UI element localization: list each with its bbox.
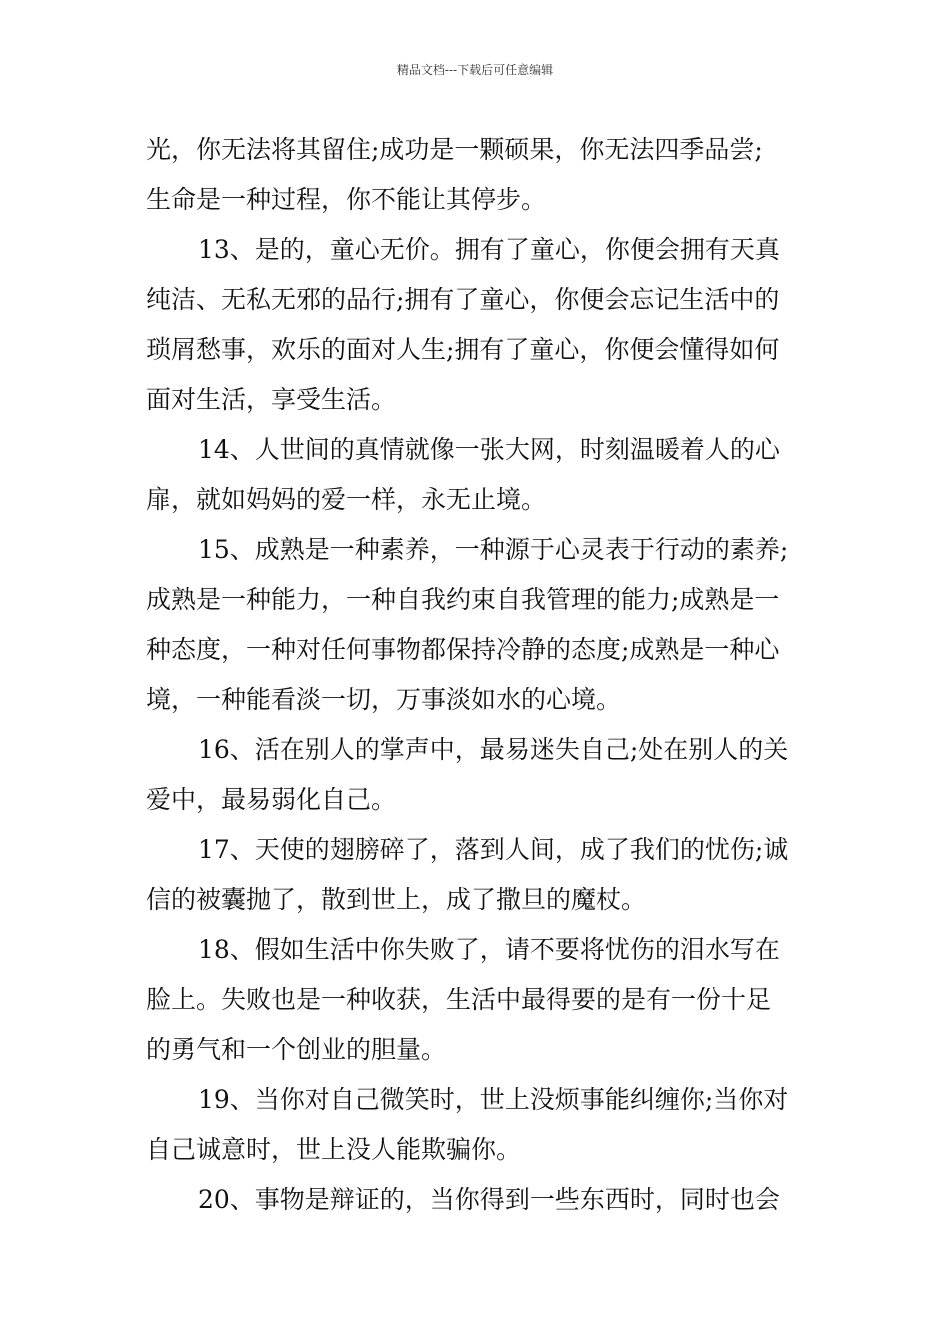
text-line: 13、是的，童心无价。拥有了童心，你便会拥有天真 — [198, 235, 780, 264]
text-line: 信的被囊抛了，散到世上，成了撒旦的魔杖。 — [146, 885, 647, 914]
text-line: 境，一种能看淡一切，万事淡如水的心境。 — [146, 685, 622, 714]
text-line: 自己诚意时，世上没人能欺骗你。 — [146, 1135, 522, 1164]
text-line: 琐屑愁事，欢乐的面对人生;拥有了童心，你便会懂得如何 — [146, 335, 780, 364]
text-line: 面对生活，享受生活。 — [146, 385, 397, 414]
text-line: 14、人世间的真情就像一张大网，时刻温暖着人的心 — [198, 435, 780, 464]
text-line: 成熟是一种能力，一种自我约束自我管理的能力;成熟是一 — [146, 585, 780, 614]
text-line: 光，你无法将其留住;成功是一颗硕果，你无法四季品尝; — [146, 135, 763, 164]
text-line: 16、活在别人的掌声中，最易迷失自己;处在别人的关 — [198, 735, 789, 764]
text-line: 种态度，一种对任何事物都保持冷静的态度;成熟是一种心 — [146, 635, 780, 664]
page-header: 精品文档---下载后可任意编辑 — [396, 63, 554, 77]
text-line: 15、成熟是一种素养，一种源于心灵表于行动的素养; — [198, 535, 789, 564]
text-line: 19、当你对自己微笑时，世上没烦事能纠缠你;当你对 — [198, 1085, 789, 1114]
text-line: 扉，就如妈妈的爱一样，永无止境。 — [146, 485, 547, 514]
text-line: 的勇气和一个创业的胆量。 — [146, 1035, 447, 1064]
text-line: 20、事物是辩证的，当你得到一些东西时，同时也会 — [198, 1185, 780, 1214]
text-line: 17、天使的翅膀碎了，落到人间，成了我们的忧伤;诚 — [198, 835, 789, 864]
text-line: 生命是一种过程，你不能让其停步。 — [146, 185, 547, 214]
text-line: 纯洁、无私无邪的品行;拥有了童心，你便会忘记生活中的 — [146, 285, 780, 314]
text-line: 爱中，最易弱化自己。 — [146, 785, 397, 814]
text-line: 脸上。失败也是一种收获，生活中最得要的是有一份十足 — [146, 985, 772, 1014]
document-body — [146, 125, 812, 1225]
text-line: 18、假如生活中你失败了，请不要将忧伤的泪水写在 — [198, 935, 780, 964]
